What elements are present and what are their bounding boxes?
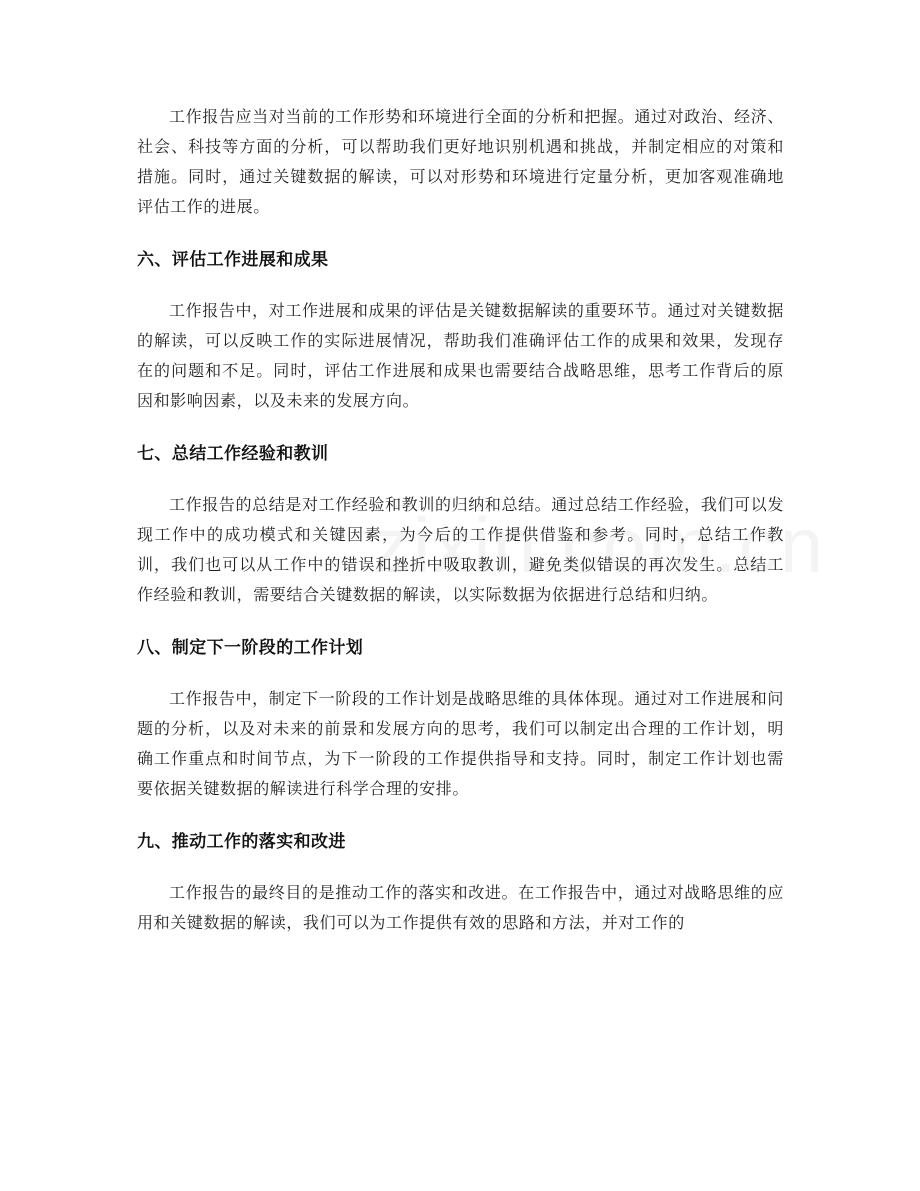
section-6-heading: 六、评估工作进展和成果 [137,250,329,270]
intro-paragraph: 工作报告应当对当前的工作形势和环境进行全面的分析和把握。通过对政治、经济、社会、科技等方面的分析，可以帮助我们更好地识别机遇和挑战，并制定相应的对策和措施。同时，通过关键数据的解读，可以对形势和环境进行定量分析，更加客观准确地评估工作的进展。 [137,107,784,216]
section-8-heading: 八、制定下一阶段的工作计划 [137,638,364,658]
section-9-heading: 九、推动工作的落实和改进 [137,832,346,852]
section-6-paragraph: 工作报告中，对工作进展和成果的评估是关键数据解读的重要环节。通过对关键数据的解读，可以反映工作的实际进展情况，帮助我们准确评估工作的成果和效果，发现存在的问题和不足。同时，评估工作进展和成果也需要结合战略思维，思考工作背后的原因和影响因素，以及未来的发展方向。 [137,301,784,410]
section-8-paragraph: 工作报告中，制定下一阶段的工作计划是战略思维的具体体现。通过对工作进展和问题的分析，以及对未来的前景和发展方向的思考，我们可以制定出合理的工作计划，明确工作重点和时间节点，为下一阶段的工作提供指导和支持。同时，制定工作计划也需要依据关键数据的解读进行科学合理的安排。 [137,689,784,798]
section-7-heading: 七、总结工作经验和教训 [137,444,329,464]
document-page [137,102,784,938]
section-9-paragraph: 工作报告的最终目的是推动工作的落实和改进。在工作报告中，通过对战略思维的应用和关键数据的解读，我们可以为工作提供有效的思路和方法，并对工作的 [137,883,784,932]
section-7-paragraph: 工作报告的总结是对工作经验和教训的归纳和总结。通过总结工作经验，我们可以发现工作中的成功模式和关键因素，为今后的工作提供借鉴和参考。同时，总结工作教训，我们也可以从工作中的错误和挫折中吸取教训，避免类似错误的再次发生。总结工作经验和教训，需要结合关键数据的解读，以实际数据为依据进行总结和归纳。 [137,495,784,604]
